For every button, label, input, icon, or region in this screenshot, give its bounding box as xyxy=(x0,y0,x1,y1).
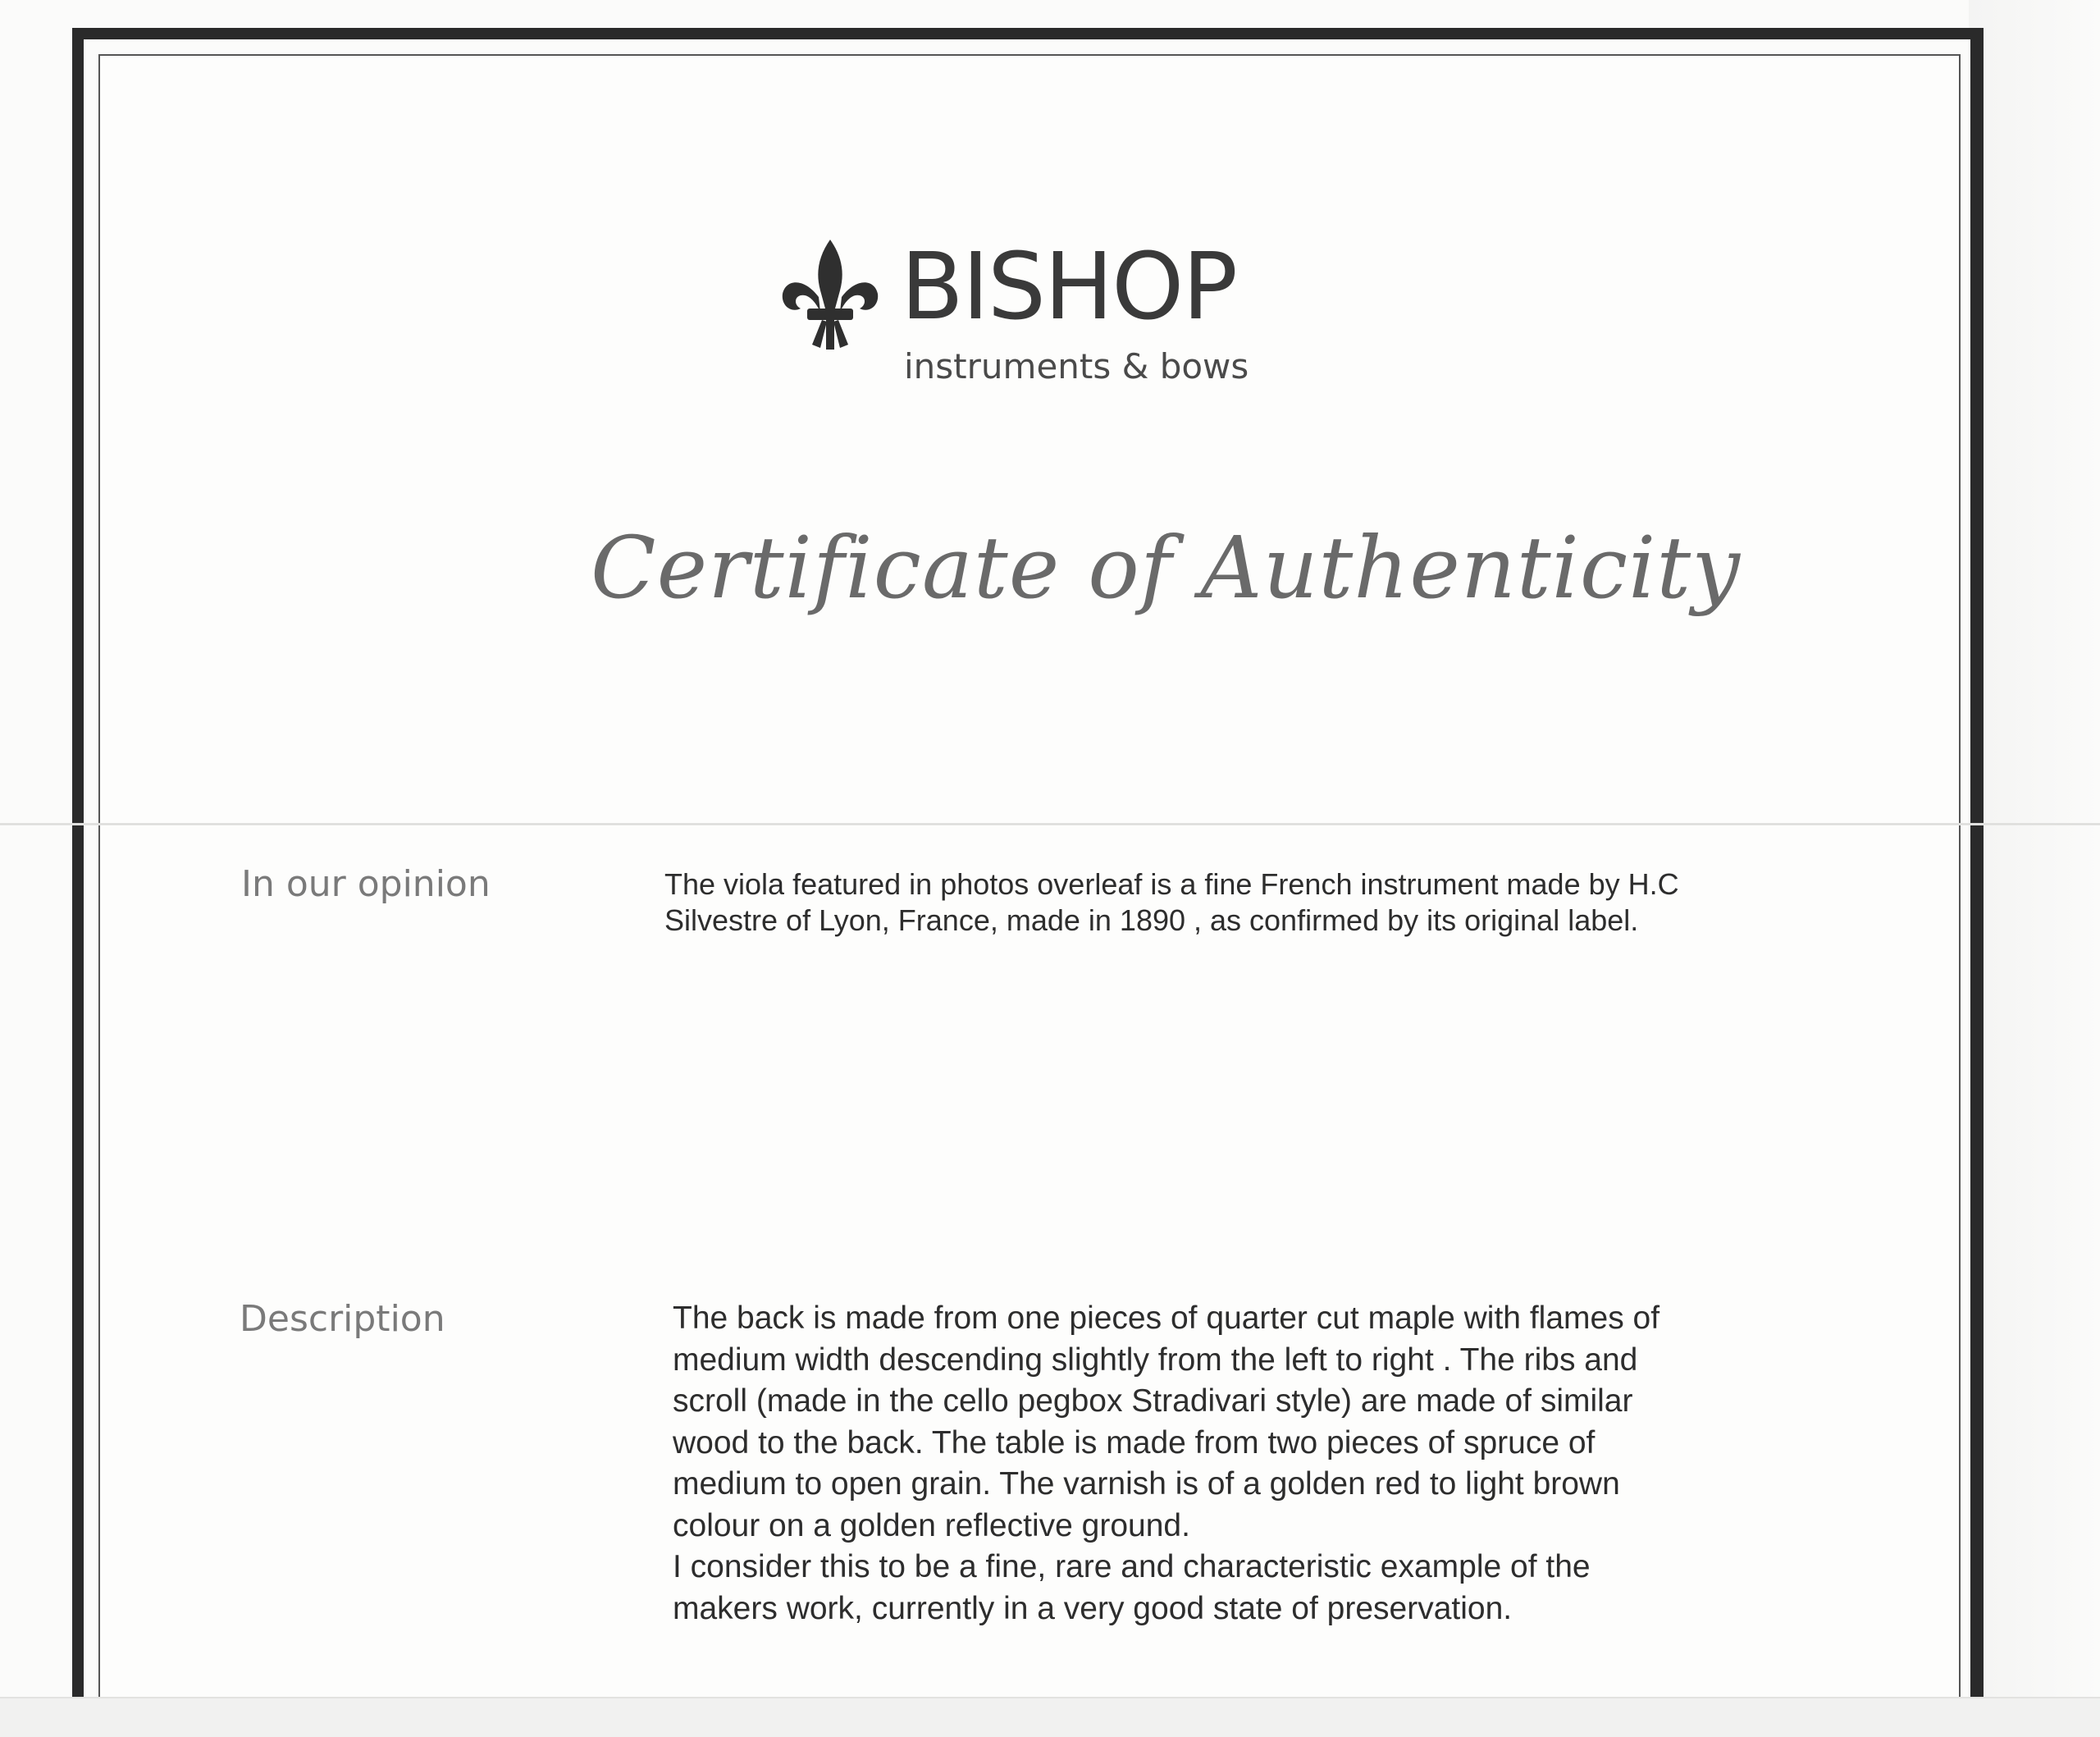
fleur-de-lis-icon xyxy=(779,236,881,351)
description-text: The back is made from one pieces of quarter cut maple with flames of medium width descending slightly from the left to right . The ribs and scroll (made in the cello pegbox Stradivari style) are made of similar wood to the back. The table is made from two pieces of spruce of medium to open grain. The varnish is of a golden red to light brown colour on a golden reflective ground. I consider this to be a fine, rare and characteristic example of the makers work, currently in a very good state of preservation. xyxy=(673,1300,1660,1626)
paper-fold-line xyxy=(0,823,2100,825)
description-label: Description xyxy=(240,1298,445,1340)
brand-name: BISHOP xyxy=(901,234,1236,341)
paper-bottom-edge xyxy=(0,1697,2100,1737)
brand-tagline: instruments & bows xyxy=(904,346,1249,386)
brand-logo xyxy=(779,236,1288,400)
paper-shade xyxy=(1969,0,2100,1737)
opinion-text: The viola featured in photos overleaf is a fine French instrument made by H.C Silvestre of Lyon, France, made in 1890 , as confirmed by its original label. xyxy=(664,867,1679,937)
certificate-title: Certificate of Authenticity xyxy=(591,518,1741,618)
opinion-label: In our opinion xyxy=(241,863,491,905)
